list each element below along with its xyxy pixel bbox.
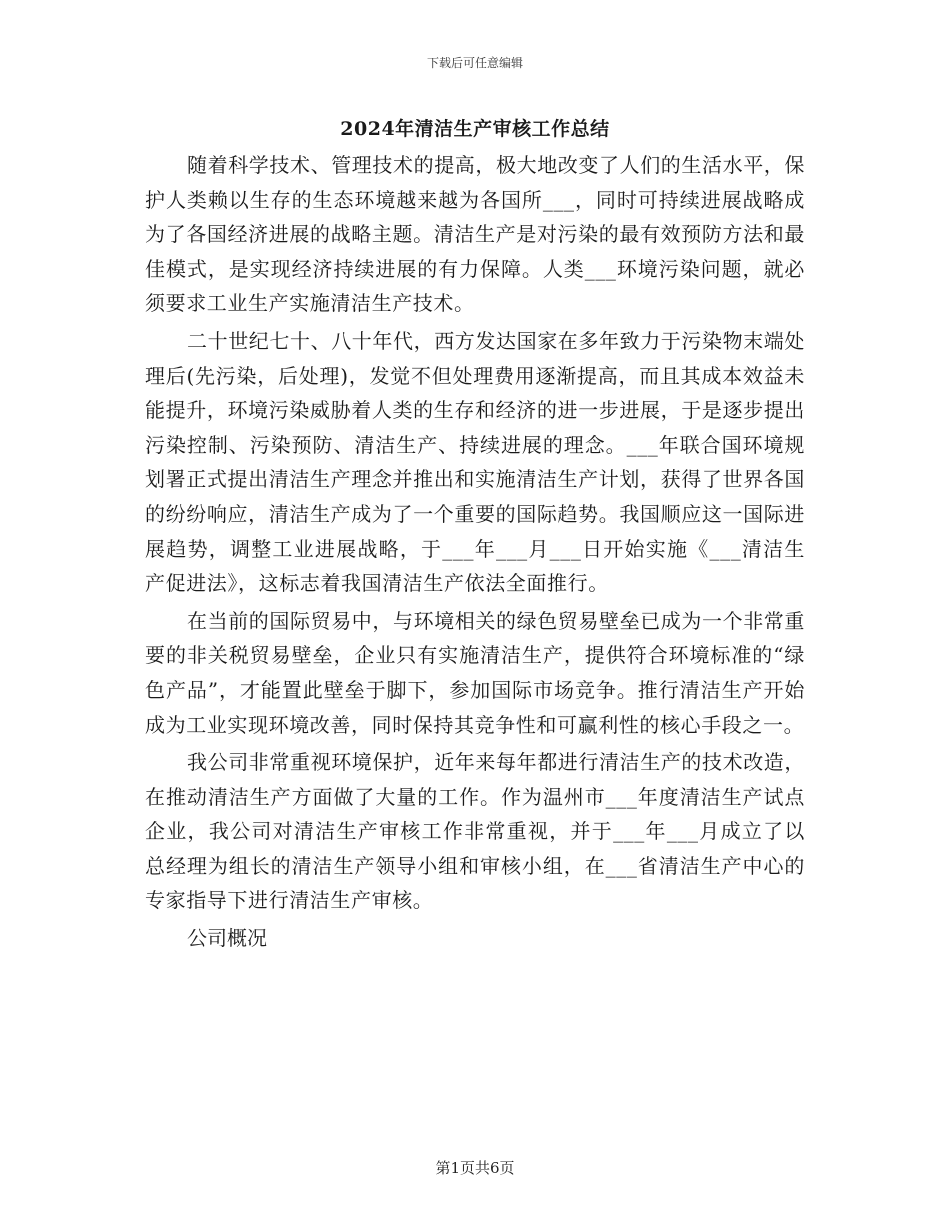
document-body [145, 148, 805, 956]
section-heading-company-overview: 公司概况 [187, 926, 267, 951]
paragraph-company-effort: 我公司非常重视环境保护，近年来每年都进行清洁生产的技术改造，在推动清洁生产方面做了大量的工作。作为温州市___年度清洁生产试点企业，我公司对清洁生产审核工作非常重视，并于___年___月成立了以总经理为组长的清洁生产领导小组和审核小组，在___省清洁生产中心的专家指导下进行清洁生产审核。 [145, 750, 805, 913]
paragraph-history: 二十世纪七十、八十年代，西方发达国家在多年致力于污染物末端处理后(先污染，后处理)，发觉不但处理费用逐渐提高，而且其成本效益未能提升，环境污染威胁着人类的生存和经济的进一步进展，于是逐步提出污染控制、污染预防、清洁生产、持续进展的理念。___年联合国环境规划署正式提出清洁生产理念并推出和实施清洁生产计划，获得了世界各国的纷纷响应，清洁生产成为了一个重要的国际趋势。我国顺应这一国际进展趋势，调整工业进展战略，于___年___月___日开始实施《___清洁生产促进法》，这标志着我国清洁生产依法全面推行。 [145, 328, 805, 596]
page-footer-number: 第1页共6页 [435, 1159, 515, 1177]
document-title: 2024年清洁生产审核工作总结 [340, 118, 610, 140]
paragraph-trade: 在当前的国际贸易中，与环境相关的绿色贸易壁垒已成为一个非常重要的非关税贸易壁垒，企业只有实施清洁生产，提供符合环境标准的“绿色产品”，才能置此壁垒于脚下，参加国际市场竞争。推行清洁生产开始成为工业实现环境改善，同时保持其竞争性和可赢利性的核心手段之一。 [145, 608, 805, 737]
page-header-note: 下载后可任意编辑 [426, 56, 523, 70]
paragraph-intro: 随着科学技术、管理技术的提高，极大地改变了人们的生活水平，保护人类赖以生存的生态环境越来越为各国所___，同时可持续进展战略成为了各国经济进展的战略主题。清洁生产是对污染的最有效预防方法和最佳模式，是实现经济持续进展的有力保障。人类___环境污染问题，就必须要求工业生产实施清洁生产技术。 [145, 153, 805, 316]
